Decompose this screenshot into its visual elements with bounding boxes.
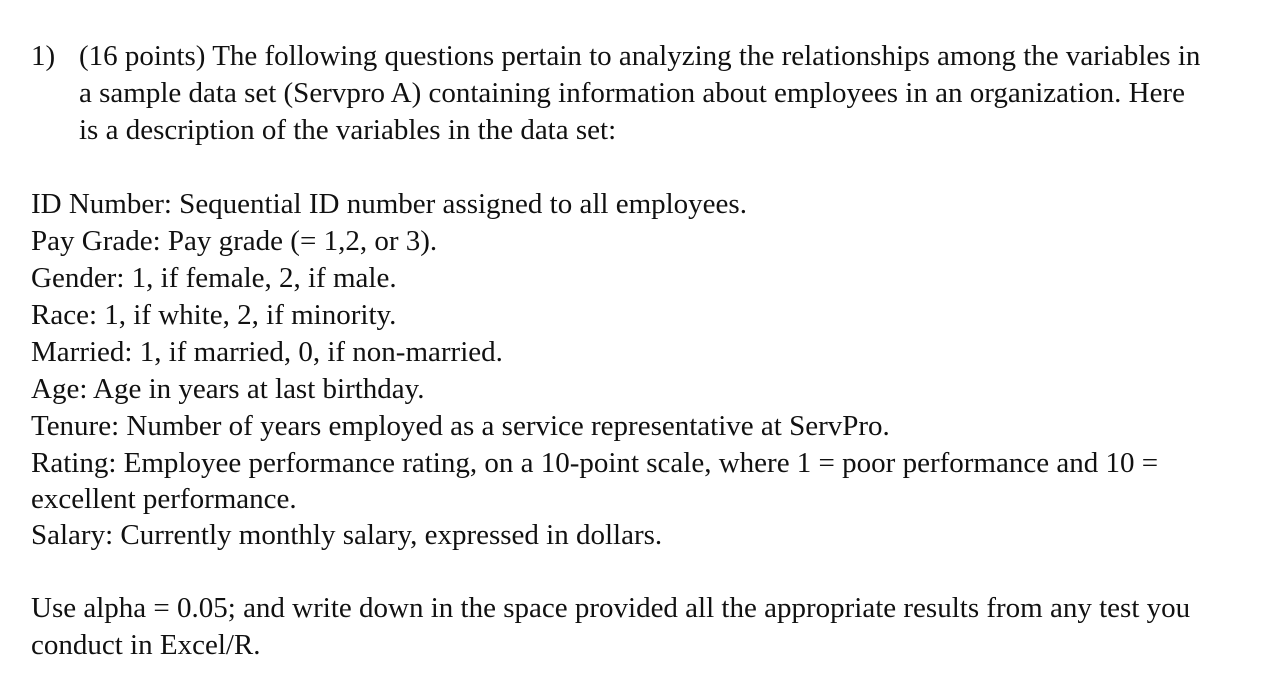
variable-pay-grade: Pay Grade: Pay grade (= 1,2, or 3). — [31, 225, 438, 257]
variable-rating: Rating: Employee performance rating, on a 10-point scale, where 1 = poor performance and 10 = excellent performance. — [31, 447, 1159, 515]
question-number: 1) — [31, 40, 56, 72]
question-header — [31, 38, 1201, 149]
variable-tenure: Tenure: Number of years employed as a service representative at ServPro. — [31, 410, 890, 442]
question-block — [31, 38, 1201, 149]
variable-id-number: ID Number: Sequential ID number assigned to all employees. — [31, 188, 747, 220]
variable-list — [31, 186, 1201, 554]
variable-age: Age: Age in years at last birthday. — [31, 373, 425, 405]
variable-salary: Salary: Currently monthly salary, expressed in dollars. — [31, 519, 663, 551]
variable-race: Race: 1, if white, 2, if minority. — [31, 299, 397, 331]
instructions-text: Use alpha = 0.05; and write down in the space provided all the appropriate results from any test you conduct in Excel/R. — [31, 592, 1191, 661]
question-intro: (16 points) The following questions pertain to analyzing the relationships among the variables in a sample data set (Servpro A) containing information about employees in an organization. Here is a description of the variables in the data set: — [79, 40, 1201, 146]
variable-married: Married: 1, if married, 0, if non-married. — [31, 336, 503, 368]
variable-gender: Gender: 1, if female, 2, if male. — [31, 262, 397, 294]
